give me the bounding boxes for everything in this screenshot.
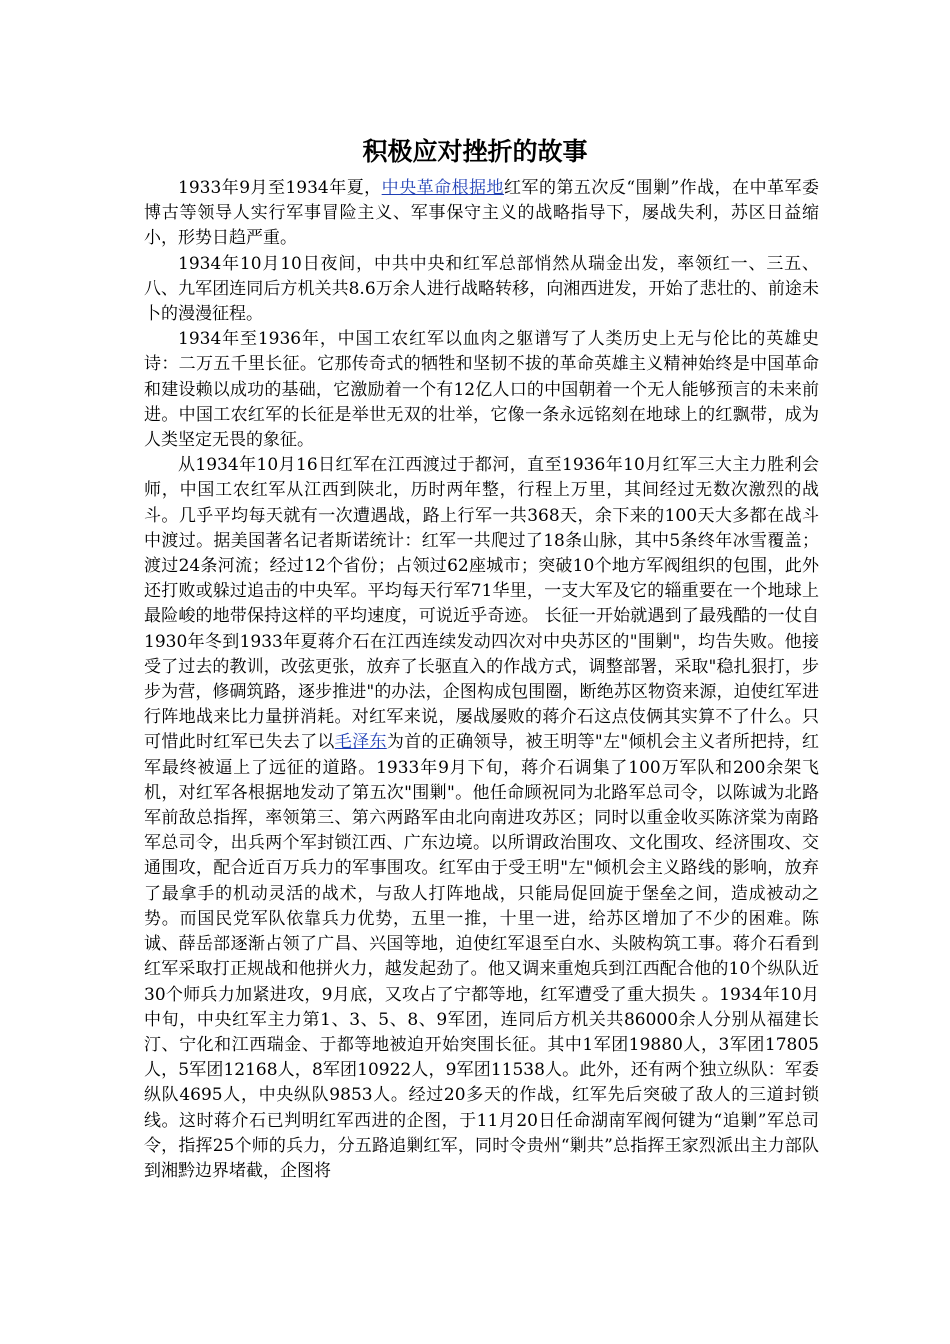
paragraph-1-text-b: 红军的第五次反“围剿”作战，在中革军委博古等领导人实行军事冒险主义、军事保守主义的战略指导下，屡战失利，苏区日益缩小，形势日趋严重。 bbox=[144, 178, 820, 249]
paragraph-2: 1934年10月10日夜间，中共中央和红军总部悄然从瑞金出发，率领红一、三五、八、九军团连同后方机关共8.6万余人进行战略转移，向湘西进发，开始了悲壮的、前途未卜的漫漫征程。 bbox=[144, 253, 819, 325]
paragraph-4 bbox=[144, 453, 819, 1184]
paragraph-4-text-b: 为首的正确领导，被王明等"左"倾机会主义者所把持，红军最终被逼上了远征的道路。1933年9月下旬，蒋介石调集了100万军队和200余架飞机，对红军各根据地发动了第五次"围剿"。他任命顾祝同为北路军总司令，以陈诚为北路军前敌总指挥，率领第三、第六两路军由北向南进攻苏区；同时以重金收买陈济棠为南路军总司令，出兵两个军封锁江西、广东边境。以所谓政治围攻、文化围攻、经济围攻、交通围攻，配合近百万兵力的军事围攻。红军由于受王明"左"倾机会主义路线的影响，放弃了最拿手的机动灵活的战术，与敌人打阵地战，只能局促回旋于堡垒之间，造成被动之势。而国民党军队依靠兵力优势，五里一推，十里一进，给苏区增加了不少的困难。陈诚、薛岳部逐渐占领了广昌、兴国等地，迫使红军退至白水、头陂构筑工事。蒋介石看到红军采取打正规战和他拼火力，越发起劲了。他又调来重炮兵到江西配合他的10个纵队近30个师兵力加紧进攻，9月底，又攻占了宁都等地，红军遭受了重大损失 。1934年10月中旬，中央红军主力第1、3、5、8、9军团，连同后方机关共86000余人分别从福建长汀、宁化和江西瑞金、于都等地被迫开始突围长征。其中1军团19880人，3军团17805人，5军团12168人，8军团10922人，9军团11538人。此外，还有两个独立纵队：军委纵队4695人，中央纵队9853人。经过20多天的作战，红军先后突破了敌人的三道封锁线。这时蒋介石已判明红军西进的企图，于11月20日任命湖南军阀何键为“追剿”军总司令，指挥25个师的兵力，分五路追剿红军，同时令贵州“剿共”总指挥王家烈派出主力部队到湘黔边界堵截，企图将 bbox=[144, 732, 820, 1181]
central-base-link[interactable]: 中央革命根据地 bbox=[381, 178, 505, 198]
mao-zedong-link[interactable]: 毛泽东 bbox=[334, 732, 387, 753]
document-title: 积极应对挫折的故事 bbox=[362, 137, 588, 166]
paragraph-1 bbox=[144, 176, 819, 252]
paragraph-1-text-a: 1933年9月至1934年夏， bbox=[178, 178, 382, 198]
paragraph-4-text-a: 从1934年10月16日红军在江西渡过于都河，直至1936年10月红军三大主力胜利会师，中国工农红军从江西到陕北，历时两年整，行程上万里，其间经过无数次激烈的战斗。几乎平均每天就有一次遭遇战，路上行军一共368天，余下来的100天大多都在战斗中渡过。据美国著名记者斯诺统计：红军一共爬过了18条山脉，其中5条终年冰雪覆盖；渡过24条河流；经过12个省份；占领过62座城市；突破10个地方军阀组织的包围，此外还打败或躲过追击的中央军。平均每天行军71华里，一支大军及它的辎重要在一个地球上最险峻的地带保持这样的平均速度，可说近乎奇迹。 长征一开始就遇到了最残酷的一仗自1930年冬到1933年夏蒋介石在江西连续发动四次对中央苏区的"围剿"，均告失败。他接受了过去的教训，改弦更张，放弃了长驱直入的作战方式，调整部署，采取"稳扎狠打，步步为营，修碉筑路，逐步推进"的办法，企图构成包围圈，断绝苏区物资来源，迫使红军进行阵地战来比力量拼消耗。对红军来说，屡战屡败的蒋介石这点伎俩其实算不了什么。只可惜此时红军已失去了以 bbox=[144, 455, 819, 753]
paragraph-3: 1934年至1936年，中国工农红军以血肉之躯谱写了人类历史上无与伦比的英雄史诗：二万五千里长征。它那传奇式的牺牲和坚韧不拔的革命英雄主义精神始终是中国革命和建设赖以成功的基础，它激励着一个有12亿人口的中国朝着一个无人能够预言的未来前进。中国工农红军的长征是举世无双的壮举，它像一条永远铭刻在地球上的红飘带，成为人类坚定无畏的象征。 bbox=[144, 329, 819, 451]
document-body bbox=[144, 176, 819, 1184]
